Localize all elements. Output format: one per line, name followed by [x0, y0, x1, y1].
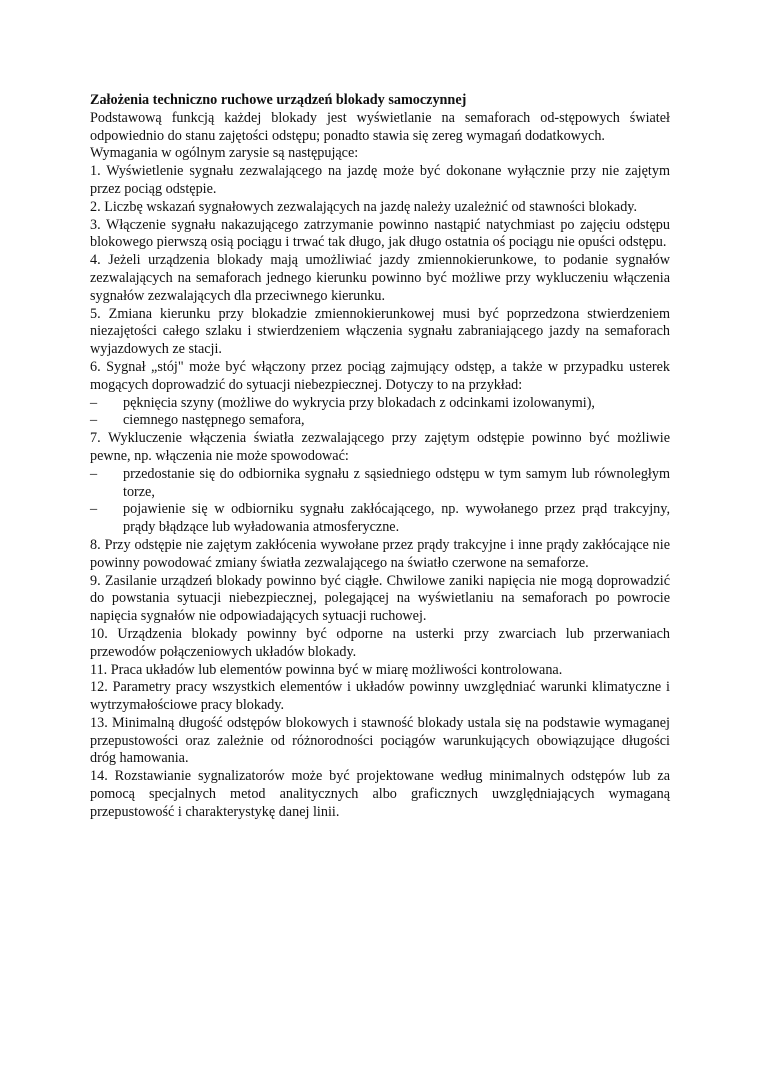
list-item	[90, 395, 670, 413]
list-item	[90, 501, 670, 537]
requirement-7-bullets	[90, 466, 670, 537]
bullet-text: pęknięcia szyny (możliwe do wykrycia przy blokadach z odcinkami izolowanymi),	[123, 394, 595, 411]
requirement-12: 12. Parametry pracy wszystkich elementów i układów powinny uwzględniać warunki klimatyczne i wytrzymałościowe pracy blokady.	[90, 679, 670, 714]
requirement-10: 10. Urządzenia blokady powinny być odporne na usterki przy zwarciach lub przerwaniach przewodów połączeniowych układów blokady.	[90, 625, 670, 660]
document-title: Założenia techniczno ruchowe urządzeń blokady samoczynnej	[90, 92, 467, 108]
requirement-6-bullets	[90, 395, 670, 431]
dash-bullet: –	[90, 394, 98, 411]
dash-bullet: –	[90, 465, 98, 482]
document-page	[90, 92, 670, 822]
requirement-2: 2. Liczbę wskazań sygnałowych zezwalających na jazdę należy uzależnić od stawności blokady.	[90, 198, 638, 215]
bullet-text: pojawienie się w odbiorniku sygnału zakłócającego, np. wywołanego przez prąd trakcyjny, prądy błądzące lub wyładowania atmosferyczne.	[123, 501, 670, 536]
list-item	[90, 466, 670, 502]
requirements-intro: Wymagania w ogólnym zarysie są następujące:	[90, 145, 359, 162]
dash-bullet: –	[90, 501, 98, 518]
bullet-text: ciemnego następnego semafora,	[123, 412, 305, 429]
requirement-7: 7. Wykluczenie włączenia światła zezwalającego przy zajętym odstępie powinno być możliwie pewne, np. włączenia nie może spowodować:	[90, 430, 670, 464]
bullet-text: przedostanie się do odbiornika sygnału z sąsiedniego odstępu w tym samym lub równoległym torze,	[123, 465, 670, 500]
list-item	[90, 412, 670, 430]
requirement-13: 13. Minimalną długość odstępów blokowych i stawność blokady ustala się na podstawie wymaganej przepustowości oraz zależnie od różnorodności pociągów warunkujących obowiązujące długości dróg hamowania.	[90, 714, 670, 767]
requirement-3: 3. Włączenie sygnału nakazującego zatrzymanie powinno nastąpić natychmiast po zajęciu odstępu blokowego pierwszą osią pociągu i trwać tak długo, jak długo ostatnia oś pociągu nie opuści odstępu.	[90, 216, 670, 251]
requirement-5: 5. Zmiana kierunku przy blokadzie zmiennokierunkowej musi być poprzedzona stwierdzeniem niezajętości całego szlaku i stwierdzeniem włączenia sygnału zabraniającego jazdy na semaforach wyjazdowych ze stacji.	[90, 305, 670, 358]
dash-bullet: –	[90, 412, 98, 429]
requirement-9: 9. Zasilanie urządzeń blokady powinno być ciągłe. Chwilowe zaniki napięcia nie mogą doprowadzić do powstania sytuacji niebezpiecznej, polegającej na wyświetlaniu na semaforach po powrocie napięcia sygnałów nie odpowiadających sytuacji ruchowej.	[90, 572, 670, 625]
intro-paragraph: Podstawową funkcją każdej blokady jest wyświetlanie na semaforach od-stępowych świateł odpowiednio do stanu zajętości odstępu; ponadto stawia się zereg wymagań dodatkowych.	[90, 109, 670, 144]
requirement-6: 6. Sygnał „stój" może być włączony przez pociąg zajmujący odstęp, a także w przypadku usterek mogących doprowadzić do sytuacji niebezpiecznej. Dotyczy to na przykład:	[90, 358, 670, 393]
requirement-8: 8. Przy odstępie nie zajętym zakłócenia wywołane przez prądy trakcyjne i inne prądy zakłócające nie powinny powodować zmiany światła zezwalającego na światło czerwone na semaforze.	[90, 536, 670, 571]
requirement-4: 4. Jeżeli urządzenia blokady mają umożliwiać jazdy zmiennokierunkowe, to podanie sygnałów zezwalających na semaforach jednego kierunku powinno być możliwe przy wykluczeniu włączenia sygnałów zezwalających dla przeciwnego kierunku.	[90, 252, 670, 304]
requirement-14: 14. Rozstawianie sygnalizatorów może być projektowane według minimalnych odstępów lub za pomocą specjalnych metod analitycznych albo graficznych uwzględniających wymaganą przepustowość i charakterystykę danej linii.	[90, 768, 670, 820]
requirement-11: 11. Praca układów lub elementów powinna być w miarę możliwości kontrolowana.	[90, 661, 563, 678]
requirement-1: 1. Wyświetlenie sygnału zezwalającego na jazdę może być dokonane wyłącznie przy nie zajętym przez pociąg odstępie.	[90, 163, 670, 197]
